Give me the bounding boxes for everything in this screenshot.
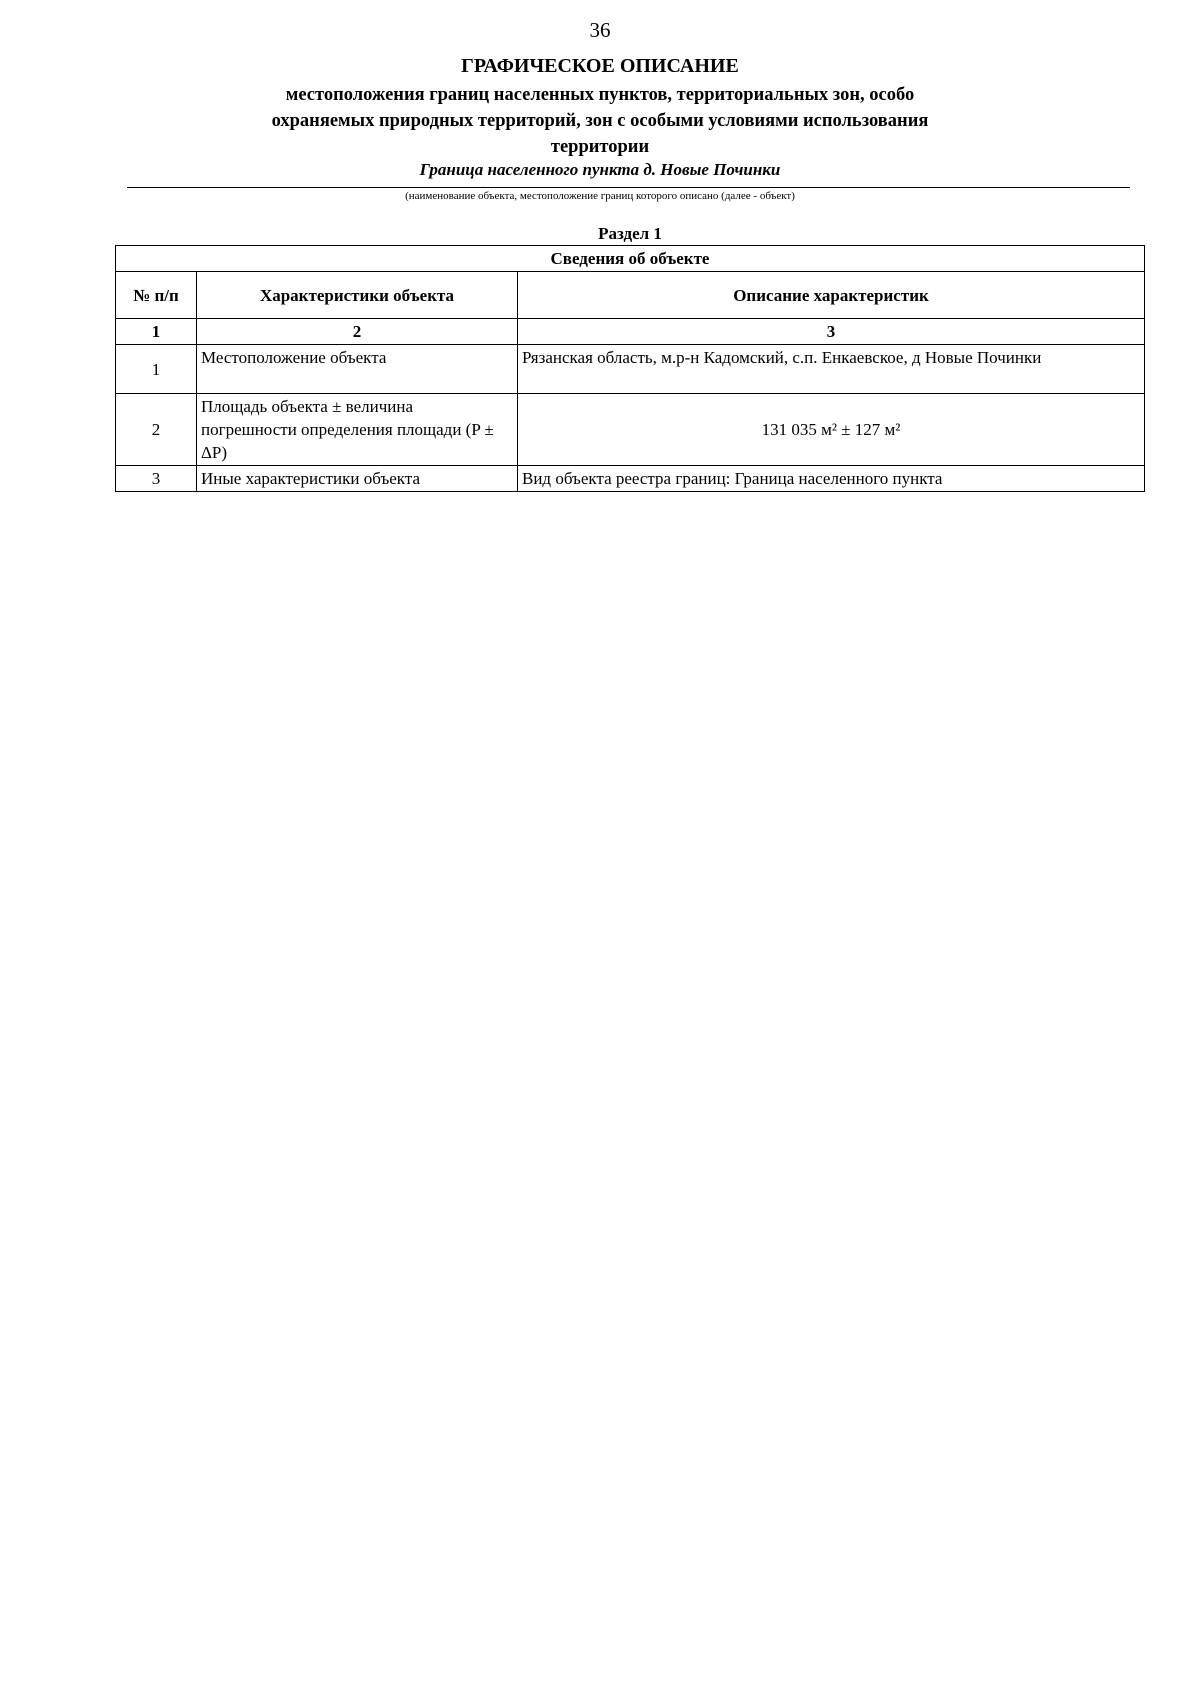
column-number: 3 <box>518 319 1145 345</box>
table-row <box>116 394 1145 466</box>
column-header-description: Описание характеристик <box>518 272 1145 319</box>
column-header-characteristic: Характеристики объекта <box>197 272 518 319</box>
section-title: Раздел 1 <box>598 224 662 243</box>
row-description: 131 035 м² ± 127 м² <box>518 394 1145 466</box>
row-number: 3 <box>116 466 197 492</box>
row-number: 1 <box>116 345 197 394</box>
object-info-table <box>115 245 1145 492</box>
row-description: Вид объекта реестра границ: Граница населенного пункта <box>518 466 1145 492</box>
document-subtitle: местоположения границ населенных пунктов, территориальных зон, особо охраняемых природных территорий, зон с особыми условиями использования территории <box>271 85 929 157</box>
object-name-caption: (наименование объекта, местоположение границ которого описано (далее - объект) <box>405 190 795 202</box>
page-number: 36 <box>589 18 611 42</box>
table-row <box>116 466 1145 492</box>
object-name: Граница населенного пункта д. Новые Починки <box>419 160 781 179</box>
table-row <box>116 345 1145 394</box>
document-title: ГРАФИЧЕСКОЕ ОПИСАНИЕ <box>461 55 739 77</box>
column-number: 1 <box>116 319 197 345</box>
table-title-row <box>116 246 1145 272</box>
row-characteristic: Площадь объекта ± величина погрешности определения площади (P ± ΔP) <box>197 394 518 466</box>
table-header-row <box>116 272 1145 319</box>
row-number: 2 <box>116 394 197 466</box>
row-characteristic: Иные характеристики объекта <box>197 466 518 492</box>
row-description: Рязанская область, м.р-н Кадомский, с.п. Енкаевское, д Новые Починки <box>518 345 1145 394</box>
column-number-row <box>116 319 1145 345</box>
table-title: Сведения об объекте <box>116 246 1145 272</box>
row-characteristic: Местоположение объекта <box>197 345 518 394</box>
object-name-underline <box>127 187 1130 188</box>
column-number: 2 <box>197 319 518 345</box>
column-header-number: № п/п <box>116 272 197 319</box>
